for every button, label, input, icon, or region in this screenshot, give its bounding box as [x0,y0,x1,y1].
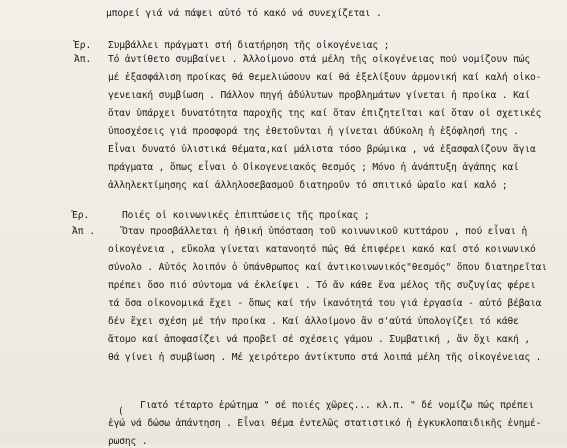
answer-1-line: γενειακή συμβίωση . Πάλλον πηγή ἀδύλυτων προβλημάτων γίνεται ἡ προίκα . Καί [108,90,530,101]
question-2: Ποιές οἱ κοινωνικές ἐπιπτώσεις τῆς προίκας ; [122,210,370,221]
answer-2-line: δέν ἔχει σχέση μέ τήν προίκα . Καί ἀλλοίμονο ἄν σ'αὐτά ὑπολογίζει τό κάθε [108,316,519,327]
question-label-1: Ἐρ. [74,40,92,51]
answer-2-line: σύνολο . Αὐτός λοιπόν ὁ ὑπάνθρωπος καί ἀντικοινωνικός"θεσμός" ὅπου διατηρεῖται [108,262,547,273]
answer-1-line: πράγματα , ὅπως εἶναι ὁ Οἰκογενειακός θεσμός ; Μόνο ἡ ἀνάπτυξη ἀγάπης καί [108,162,519,173]
answer-2-line: Ὅταν προσβάλλεται ἡ ἠθική ὑπόσταση τοῦ κοινωνικοῦ κυττάρου , πού εἶναι ἡ [122,226,528,237]
closing-line: Γιατό τέταρτο ἐρώτημα " σέ ποιές χῶρες... κλ.π. " δέ νομίζω πώς πρέπει [140,400,534,411]
answer-label-1: Ἀπ. [74,54,92,65]
answer-2-line: πρέπει ὅσο πιό σύντομα νά ἐκλείψει . Τό ἄν κάθε ἕνα μέλος τῆς συζυγίας φέρει [108,280,536,291]
closing-line: ρωσης . [108,436,148,447]
answer-1-line: μέ ἐξασφάλιση προίκας θά θεμελιώσουν καί θά ἐξελίξουν ἁρμονική καί καλή οἰκο- [108,72,542,83]
question-label-2: Ἐρ. [72,210,90,221]
answer-1-line: Τό ἀντίθετο συμβαίνει . Ἀλλοίμονο στά μέλη τῆς οἰκογένειας πού νομίζουν πώς [108,54,530,65]
answer-2-line: θά γίνει ἡ συμβίωση . Μέ χειρότερο ἀντίκτυπο στά λοιπά μέλη τῆς οἰκογένειας . [108,352,542,363]
answer-label-2: Ἀπ . [72,226,96,237]
answer-1-line: ὑποσχέσεις γιά προσφορά της ἐθετοῦνται ἡ γίνεται ἀδύκολη ἡ ἐξόφλησή της . [108,126,519,137]
answer-1-line: Εἶναι δυνατό ὑλιστικά θέματα,καί μάλιστα τόσο βρώμικα , νά ἐξασφαλίζουν ἅγια [108,144,536,155]
answer-2-line: οἰκογένεια , εὔκολα γίνεται κατανοητό πώς θά ἐπιφέρει κακό καί στό κοινωνικό [108,244,536,255]
closing-bracket: ( [118,406,124,417]
closing-line: ἐγώ νά δώσω ἀπάντηση . Εἶναι θέμα ἐντελῶς στατιστικό ἡ ἐγκυκλοπαιδικῆς ἐνημέ- [108,418,542,429]
top-line: μπορεί γιά νά πάψει αὐτό τό κακό νά συνεχίζεται . [106,8,382,19]
question-1: Συμβάλλει πράγματι στή διατήρηση τῆς οἰκογένειας ; [108,40,390,51]
answer-2-line: ἄτομο καί ἀποφασίζει νά προβεῖ σέ σχέσεις γάμου . Συμβατική , ἄν ὄχι κακή , [108,334,530,345]
answer-1-line: ὅταν ὑπάρχει δυνατότητα παροχῆς της καί ὅταν ἐπιζητεῖται καί ὅταν οἱ σχετικές [108,108,542,119]
answer-2-line: τά ὅσα οἰκονομικά ἔχει - ὅπως καί τήν ἱκανότητά του γιά ἐργασία - αὐτό βέβαια [108,298,542,309]
answer-1-line: ἀλληλεκτίμησης καί ἀλληλοσεβασμοῦ διατηροῦν τό σπιτικό ὡραῖο καί καλό ; [108,180,508,191]
